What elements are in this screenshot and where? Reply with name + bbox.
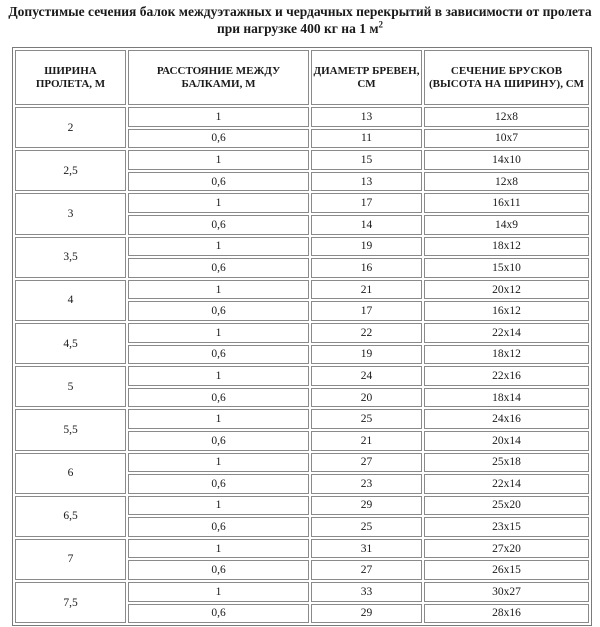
beam-distance-cell: 0,6 (128, 345, 309, 365)
beam-distance-cell: 0,6 (128, 301, 309, 321)
beam-distance-cell: 1 (128, 582, 309, 602)
beam-distance-cell: 0,6 (128, 172, 309, 192)
beam-distance-cell: 1 (128, 496, 309, 516)
bar-section-cell: 25x18 (424, 453, 589, 473)
beam-distance-cell: 0,6 (128, 129, 309, 149)
log-diameter-cell: 33 (311, 582, 422, 602)
header-bar-section: СЕЧЕНИЕ БРУСКОВ (ВЫСОТА НА ШИРИНУ), СМ (424, 50, 589, 105)
log-diameter-cell: 29 (311, 496, 422, 516)
span-width-cell: 3 (15, 193, 126, 234)
bar-section-cell: 14x10 (424, 150, 589, 170)
span-width-cell: 7,5 (15, 582, 126, 623)
log-diameter-cell: 23 (311, 474, 422, 494)
bar-section-cell: 22x14 (424, 323, 589, 343)
header-span-width: ШИРИНА ПРОЛЕТА, М (15, 50, 126, 105)
header-beam-distance: РАССТОЯНИЕ МЕЖДУ БАЛКАМИ, М (128, 50, 309, 105)
table-header-row (15, 50, 589, 105)
bar-section-cell: 23x15 (424, 517, 589, 537)
log-diameter-cell: 25 (311, 409, 422, 429)
beam-distance-cell: 1 (128, 453, 309, 473)
log-diameter-cell: 19 (311, 237, 422, 257)
bar-section-cell: 16x11 (424, 193, 589, 213)
beam-distance-cell: 1 (128, 539, 309, 559)
bar-section-cell: 22x16 (424, 366, 589, 386)
log-diameter-cell: 16 (311, 258, 422, 278)
span-width-cell: 6,5 (15, 496, 126, 537)
table-row (15, 193, 589, 213)
span-width-cell: 2 (15, 107, 126, 148)
log-diameter-cell: 14 (311, 215, 422, 235)
bar-section-cell: 24x16 (424, 409, 589, 429)
beam-distance-cell: 0,6 (128, 517, 309, 537)
bar-section-cell: 25x20 (424, 496, 589, 516)
span-width-cell: 5,5 (15, 409, 126, 450)
span-width-cell: 3,5 (15, 237, 126, 278)
table-row (15, 323, 589, 343)
span-width-cell: 2,5 (15, 150, 126, 191)
beam-distance-cell: 0,6 (128, 215, 309, 235)
log-diameter-cell: 31 (311, 539, 422, 559)
bar-section-cell: 18x14 (424, 388, 589, 408)
beam-distance-cell: 0,6 (128, 474, 309, 494)
title-superscript: 2 (378, 19, 384, 30)
bar-section-cell: 30x27 (424, 582, 589, 602)
span-width-cell: 5 (15, 366, 126, 407)
table-row (15, 582, 589, 602)
beam-distance-cell: 1 (128, 409, 309, 429)
span-width-cell: 4,5 (15, 323, 126, 364)
log-diameter-cell: 11 (311, 129, 422, 149)
beam-distance-cell: 1 (128, 193, 309, 213)
log-diameter-cell: 21 (311, 431, 422, 451)
table-row (15, 409, 589, 429)
span-width-cell: 7 (15, 539, 126, 580)
bar-section-cell: 10x7 (424, 129, 589, 149)
bar-section-cell: 12x8 (424, 107, 589, 127)
log-diameter-cell: 13 (311, 172, 422, 192)
title-text: Допустимые сечения балок междуэтажных и чердачных перекрытий в зависимости от пролета при нагрузке 400 кг на 1 м (8, 4, 592, 36)
table-row (15, 150, 589, 170)
table-body (15, 107, 589, 623)
span-width-cell: 6 (15, 453, 126, 494)
table-row (15, 539, 589, 559)
log-diameter-cell: 27 (311, 560, 422, 580)
page-title (0, 3, 600, 37)
log-diameter-cell: 20 (311, 388, 422, 408)
table-row (15, 366, 589, 386)
log-diameter-cell: 13 (311, 107, 422, 127)
bar-section-cell: 26x15 (424, 560, 589, 580)
bar-section-cell: 22x14 (424, 474, 589, 494)
log-diameter-cell: 24 (311, 366, 422, 386)
log-diameter-cell: 21 (311, 280, 422, 300)
beam-distance-cell: 0,6 (128, 560, 309, 580)
bar-section-cell: 20x12 (424, 280, 589, 300)
bar-section-cell: 18x12 (424, 237, 589, 257)
bar-section-cell: 18x12 (424, 345, 589, 365)
beam-distance-cell: 1 (128, 323, 309, 343)
bar-section-cell: 28x16 (424, 604, 589, 624)
table-row (15, 453, 589, 473)
table-row (15, 496, 589, 516)
bar-section-cell: 15x10 (424, 258, 589, 278)
log-diameter-cell: 15 (311, 150, 422, 170)
log-diameter-cell: 29 (311, 604, 422, 624)
beam-distance-cell: 1 (128, 107, 309, 127)
beam-distance-cell: 0,6 (128, 258, 309, 278)
log-diameter-cell: 17 (311, 301, 422, 321)
beam-distance-cell: 0,6 (128, 431, 309, 451)
header-log-diameter: ДИАМЕТР БРЕВЕН, СМ (311, 50, 422, 105)
bar-section-cell: 12x8 (424, 172, 589, 192)
beam-distance-cell: 1 (128, 366, 309, 386)
beam-distance-cell: 0,6 (128, 604, 309, 624)
bar-section-cell: 16x12 (424, 301, 589, 321)
beam-distance-cell: 1 (128, 237, 309, 257)
table-row (15, 237, 589, 257)
beam-distance-cell: 1 (128, 280, 309, 300)
beam-section-table (12, 47, 592, 626)
table-row (15, 280, 589, 300)
beam-distance-cell: 0,6 (128, 388, 309, 408)
bar-section-cell: 14x9 (424, 215, 589, 235)
log-diameter-cell: 22 (311, 323, 422, 343)
log-diameter-cell: 19 (311, 345, 422, 365)
log-diameter-cell: 25 (311, 517, 422, 537)
log-diameter-cell: 27 (311, 453, 422, 473)
log-diameter-cell: 17 (311, 193, 422, 213)
beam-distance-cell: 1 (128, 150, 309, 170)
bar-section-cell: 20x14 (424, 431, 589, 451)
bar-section-cell: 27x20 (424, 539, 589, 559)
table-row (15, 107, 589, 127)
span-width-cell: 4 (15, 280, 126, 321)
